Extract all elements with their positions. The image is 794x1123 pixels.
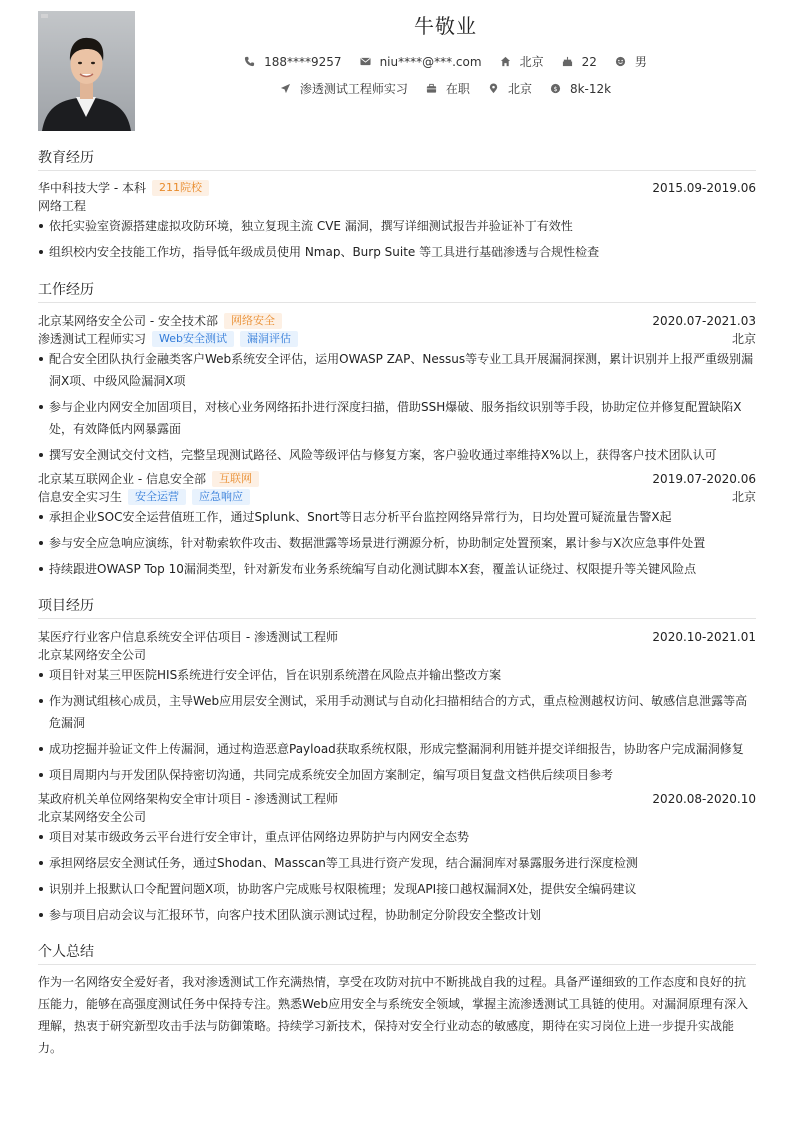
list-item: 项目对某市级政务云平台进行安全审计，重点评估网络边界防护与内网安全态势 xyxy=(38,826,756,848)
list-item: 作为测试组核心成员，主导Web应用层安全测试，采用手动测试与自动化扫描相结合的方式，重点检测越权访问、敏感信息泄露等高危漏洞 xyxy=(38,690,756,734)
job-role-row xyxy=(38,488,756,506)
role-tag: 安全运营 xyxy=(128,489,186,505)
job-intent-row xyxy=(135,80,756,97)
job-role-row xyxy=(38,330,756,348)
section-title: 个人总结 xyxy=(38,944,756,965)
job-location: 北京 xyxy=(731,490,756,504)
project-bullets xyxy=(38,826,756,926)
salary-text: 8k-12k xyxy=(569,81,612,96)
section-title: 教育经历 xyxy=(38,150,756,171)
status-text: 在职 xyxy=(445,82,470,96)
list-item: 持续跟进OWASP Top 10漏洞类型，针对新发布业务系统编写自动化测试脚本X套，覆盖认证绕过、权限提升等关键风险点 xyxy=(38,558,756,580)
smiley-icon xyxy=(615,56,626,67)
list-item: 组织校内安全技能工作坊，指导低年级成员使用 Nmap、Burp Suite 等工具进行基础渗透与合规性检查 xyxy=(38,241,756,263)
job-role: 渗透测试工程师实习 xyxy=(38,332,147,346)
project-bullets xyxy=(38,664,756,786)
home-icon xyxy=(500,56,511,67)
projects-section xyxy=(38,598,756,930)
list-item: 项目周期内与开发团队保持密切沟通，共同完成系统安全加固方案制定，编写项目复盘文档供后续项目参考 xyxy=(38,764,756,786)
portrait-image xyxy=(38,11,135,131)
list-item: 承担网络层安全测试任务，通过Shodan、Masscan等工具进行资产发现，结合漏洞库对暴露服务进行深度检测 xyxy=(38,852,756,874)
role-tag: 应急响应 xyxy=(192,489,250,505)
summary-section xyxy=(38,944,756,1059)
job-role: 信息安全实习生 xyxy=(38,490,123,504)
age-item xyxy=(562,55,597,69)
city-text: 北京 xyxy=(519,55,544,69)
list-item: 成功挖掘并验证文件上传漏洞，通过构造恶意Payload获取系统权限，形成完整漏洞利用链并提交详细报告，协助客户完成漏洞修复 xyxy=(38,738,756,760)
phone-text: 188****9257 xyxy=(264,54,342,69)
phone-icon xyxy=(244,56,255,67)
money-icon xyxy=(550,83,561,94)
job-head xyxy=(38,312,756,330)
company-name: 北京某网络安全公司 - 安全技术部 xyxy=(38,314,218,328)
education-head xyxy=(38,179,756,197)
profile-photo xyxy=(38,11,135,131)
section-title: 工作经历 xyxy=(38,282,756,303)
role-tag: Web安全测试 xyxy=(152,331,234,347)
company-name: 北京某互联网企业 - 信息安全部 xyxy=(38,472,206,486)
target-job-item xyxy=(280,80,408,97)
role-tag: 漏洞评估 xyxy=(240,331,298,347)
job-head xyxy=(38,470,756,488)
project-name: 某医疗行业客户信息系统安全评估项目 - 渗透测试工程师 xyxy=(38,630,338,644)
project-org: 北京某网络安全公司 xyxy=(38,810,147,824)
job-bullets xyxy=(38,506,756,580)
company-tag: 网络安全 xyxy=(224,313,282,329)
section-title: 项目经历 xyxy=(38,598,756,619)
job-date: 2019.07-2020.06 xyxy=(652,472,756,486)
mail-icon xyxy=(360,56,371,67)
city-item xyxy=(500,53,544,70)
cake-icon xyxy=(562,56,573,67)
phone-item xyxy=(244,55,341,69)
list-item: 承担企业SOC安全运营值班工作，通过Splunk、Snort等日志分析平台监控网络异常行为，日均处置可疑流量告警X起 xyxy=(38,506,756,528)
list-item: 撰写安全测试交付文档，完整呈现测试路径、风险等级评估与修复方案，客户验收通过率维持X%以上，获得客户技术团队认可 xyxy=(38,444,756,466)
salary-item xyxy=(550,82,611,96)
gender-text: 男 xyxy=(634,55,647,69)
briefcase-icon xyxy=(426,83,437,94)
age-text: 22 xyxy=(581,54,597,69)
list-item: 识别并上报默认口令配置问题X项，协助客户完成账号权限梳理；发现API接口越权漏洞X处，提供安全编码建议 xyxy=(38,878,756,900)
company-tag: 互联网 xyxy=(212,471,259,487)
job-bullets xyxy=(38,348,756,466)
list-item: 依托实验室资源搭建虚拟攻防环境，独立复现主流 CVE 漏洞，撰写详细测试报告并验证补丁有效性 xyxy=(38,215,756,237)
candidate-name: 牛敬业 xyxy=(414,14,477,38)
education-date: 2015.09-2019.06 xyxy=(652,181,756,195)
major: 网络工程 xyxy=(38,199,87,213)
email-text: niu****@***.com xyxy=(379,54,482,69)
project-head xyxy=(38,628,756,646)
list-item: 配合安全团队执行金融类客户Web系统安全评估，运用OWASP ZAP、Nessus等专业工具开展漏洞探测，累计识别并上报严重级别漏洞X项、中级风险漏洞X项 xyxy=(38,348,756,392)
send-icon xyxy=(280,83,291,94)
status-item xyxy=(426,80,470,97)
target-city-text: 北京 xyxy=(507,82,532,96)
project-head xyxy=(38,790,756,808)
education-bullets xyxy=(38,215,756,263)
project-date: 2020.08-2020.10 xyxy=(652,792,756,806)
job-date: 2020.07-2021.03 xyxy=(652,314,756,328)
email-item xyxy=(360,55,482,69)
location-pin-icon xyxy=(488,83,499,94)
school-tag: 211院校 xyxy=(152,180,209,196)
list-item: 参与安全应急响应演练，针对勒索软件攻击、数据泄露等场景进行溯源分析，协助制定处置预案，累计参与X次应急事件处置 xyxy=(38,532,756,554)
target-city-item xyxy=(488,80,532,97)
list-item: 参与项目启动会议与汇报环节，向客户技术团队演示测试过程，协助制定分阶段安全整改计划 xyxy=(38,904,756,926)
project-date: 2020.10-2021.01 xyxy=(652,630,756,644)
svg-text:$: $ xyxy=(553,84,558,93)
list-item: 参与企业内网安全加固项目，对核心业务网络拓扑进行深度扫描，借助SSH爆破、服务指纹识别等手段，协助定位并修复配置缺陷X处，有效降低内网暴露面 xyxy=(38,396,756,440)
work-section xyxy=(38,282,756,584)
job-location: 北京 xyxy=(731,332,756,346)
summary-text: 作为一名网络安全爱好者，我对渗透测试工作充满热情，享受在攻防对抗中不断挑战自我的过程。具备严谨细致的工作态度和良好的抗压能力，能够在高强度测试任务中保持专注。熟悉Web应用安全与系统安全领域，掌握主流渗透测试工具链的使用。对漏洞原理有深入理解，热衷于研究新型攻击手法与防御策略。持续学习新技术，保持对安全行业动态的敏感度，期待在实习岗位上进一步提升实战能力。 xyxy=(38,975,749,1055)
school-name: 华中科技大学 - 本科 xyxy=(38,181,146,195)
project-org: 北京某网络安全公司 xyxy=(38,648,147,662)
gender-item xyxy=(615,53,647,70)
contact-info-row xyxy=(135,53,756,70)
list-item: 项目针对某三甲医院HIS系统进行安全评估，旨在识别系统潜在风险点并输出整改方案 xyxy=(38,664,756,686)
education-section xyxy=(38,150,756,267)
project-name: 某政府机关单位网络架构安全审计项目 - 渗透测试工程师 xyxy=(38,792,338,806)
target-job-text: 渗透测试工程师实习 xyxy=(299,82,408,96)
